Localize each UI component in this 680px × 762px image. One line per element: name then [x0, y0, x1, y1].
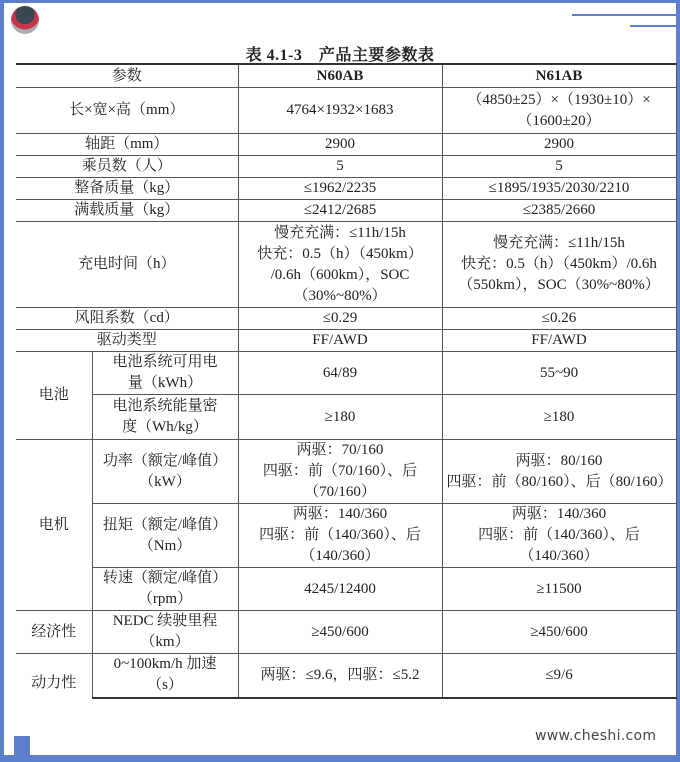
group-label-performance: 动力性: [16, 654, 92, 698]
table-row: [16, 654, 676, 698]
table-row: [16, 222, 676, 308]
cell-n60ab: ≤1962/2235: [238, 178, 442, 200]
table-row: [16, 568, 676, 611]
row-label: 驱动类型: [16, 330, 238, 352]
cell-n60ab: ≥180: [238, 395, 442, 440]
table-row: [16, 504, 676, 568]
table-row: [16, 178, 676, 200]
cell-n60ab: 5: [238, 156, 442, 178]
decorative-line: [572, 14, 676, 16]
group-label-motor: 电机: [16, 440, 92, 611]
row-label: NEDC 续驶里程 （km）: [92, 611, 238, 654]
cell-n60ab: 4764×1932×1683: [238, 88, 442, 134]
watermark-link[interactable]: www.cheshi.com: [535, 728, 657, 744]
cell-n61ab: 5: [442, 156, 676, 178]
cell-n60ab: 4245/12400: [238, 568, 442, 611]
row-label: 0~100km/h 加速 （s）: [92, 654, 238, 698]
cell-n61ab: ≥180: [442, 395, 676, 440]
table-row: [16, 156, 676, 178]
header-n60ab: N60AB: [238, 64, 442, 88]
table-row: [16, 134, 676, 156]
cell-n60ab: ≤2412/2685: [238, 200, 442, 222]
cell-n61ab: ≤2385/2660: [442, 200, 676, 222]
table-row: [16, 395, 676, 440]
table-row: [16, 352, 676, 395]
cell-n61ab: ≥11500: [442, 568, 676, 611]
car-logo-icon: [11, 6, 39, 34]
cell-n61ab: ≤0.26: [442, 308, 676, 330]
cell-n60ab: 两驱：70/160 四驱：前（70/160）、后 （70/160）: [238, 440, 442, 504]
row-label: 充电时间（h）: [16, 222, 238, 308]
cell-n60ab: 两驱：140/360 四驱：前（140/360）、后 （140/360）: [238, 504, 442, 568]
cell-n61ab: ≤9/6: [442, 654, 676, 698]
row-label: 电池系统能量密 度（Wh/kg）: [92, 395, 238, 440]
row-label: 轴距（mm）: [16, 134, 238, 156]
group-label-economy: 经济性: [16, 611, 92, 654]
row-label: 风阻系数（cd）: [16, 308, 238, 330]
table-caption: 表 4.1-3 产品主要参数表: [245, 47, 435, 64]
row-label: 电池系统可用电 量（kWh）: [92, 352, 238, 395]
header-param: 参数: [16, 64, 238, 88]
frame-bottom-border: [0, 755, 680, 762]
row-label: 功率（额定/峰值） （kW）: [92, 440, 238, 504]
table-row: [16, 440, 676, 504]
cell-n61ab: 55~90: [442, 352, 676, 395]
frame-left-border: [0, 0, 4, 762]
cell-n61ab: 慢充充满：≤11h/15h 快充：0.5（h）（450km）/0.6h （550km），SOC（30%~80%）: [442, 222, 676, 308]
cell-n60ab: 两驱：≤9.6，四驱：≤5.2: [238, 654, 442, 698]
cell-n60ab: ≤0.29: [238, 308, 442, 330]
cell-n60ab: FF/AWD: [238, 330, 442, 352]
cell-n60ab: 慢充充满：≤11h/15h 快充：0.5（h）（450km） /0.6h（600km），SOC （30%~80%）: [238, 222, 442, 308]
cell-n61ab: ≤1895/1935/2030/2210: [442, 178, 676, 200]
cell-n60ab: 64/89: [238, 352, 442, 395]
group-label-battery: 电池: [16, 352, 92, 440]
frame-top-border: [0, 0, 680, 3]
cell-n61ab: 两驱：80/160 四驱：前（80/160）、后（80/160）: [442, 440, 676, 504]
header-n61ab: N61AB: [442, 64, 676, 88]
row-label: 乘员数（人）: [16, 156, 238, 178]
table-header-row: [16, 64, 676, 88]
corner-decoration: [14, 736, 30, 756]
cell-n61ab: FF/AWD: [442, 330, 676, 352]
table-row: [16, 330, 676, 352]
cell-n61ab: （4850±25）×（1930±10）× （1600±20）: [442, 88, 676, 134]
row-label: 转速（额定/峰值） （rpm）: [92, 568, 238, 611]
cell-n60ab: ≥450/600: [238, 611, 442, 654]
cell-n61ab: ≥450/600: [442, 611, 676, 654]
decorative-line: [630, 25, 676, 27]
spec-table: [16, 63, 677, 699]
cell-n60ab: 2900: [238, 134, 442, 156]
row-label: 长×宽×高（mm）: [16, 88, 238, 134]
table-row: [16, 200, 676, 222]
cell-n61ab: 两驱：140/360 四驱：前（140/360）、后（140/360）: [442, 504, 676, 568]
table-row: [16, 611, 676, 654]
row-label: 满载质量（kg）: [16, 200, 238, 222]
table-row: [16, 308, 676, 330]
frame-right-border: [676, 0, 680, 762]
row-label: 扭矩（额定/峰值） （Nm）: [92, 504, 238, 568]
table-row: [16, 88, 676, 134]
cell-n61ab: 2900: [442, 134, 676, 156]
row-label: 整备质量（kg）: [16, 178, 238, 200]
